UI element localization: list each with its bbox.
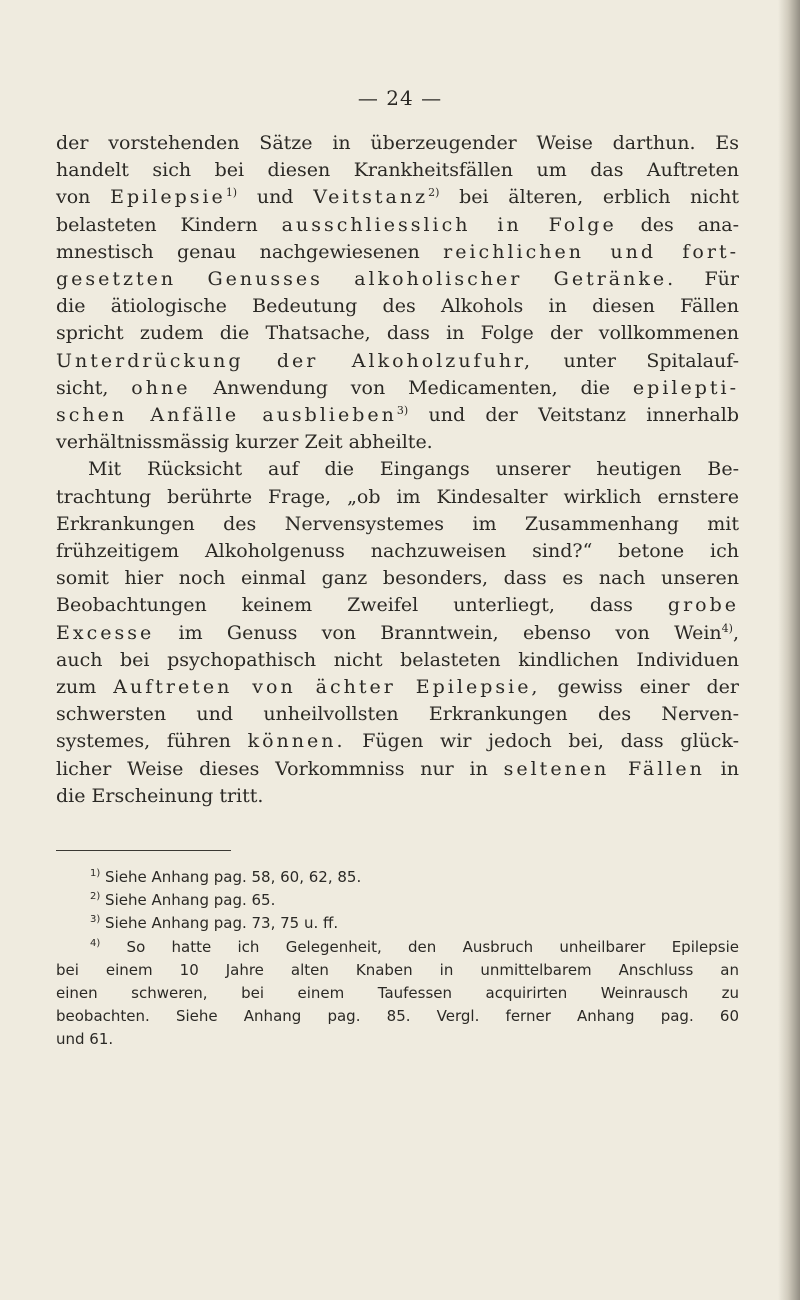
footnote-1: $^{1)}$ Siehe Anhang pag. 58, 60, 62, 85.: [90, 868, 362, 886]
text-line: somit hier noch einmal ganz besonders, dass es nach unseren: [56, 567, 739, 590]
footnote-4-line: beobachten. Siehe Anhang pag. 85. Vergl. ferner Anhang pag. 60: [56, 1007, 739, 1026]
text-line: Mit Rücksicht auf die Eingangs unserer heutigen Be-: [88, 458, 739, 481]
page-number: — 24 —: [357, 86, 443, 110]
footnote-ref: 3): [396, 404, 409, 418]
footnote-4-line: bei einem 10 Jahre alten Knaben in unmittelbarem Anschluss an: [56, 960, 739, 979]
text-line: die ätiologische Bedeutung des Alkohols in diesen Fällen: [56, 295, 739, 318]
text-line: Erkrankungen des Nervensystemes im Zusammenhang mit: [56, 512, 739, 535]
footnote-ref: 1): [225, 186, 238, 200]
text-line: schwersten und unheilvollsten Erkrankungen des Nerven-: [56, 703, 739, 726]
text-line: Beobachtungen keinem Zweifel unterliegt, dass grobe: [56, 594, 739, 617]
text-line: belasteten Kindern ausschliesslich in Folge des ana-: [56, 213, 740, 236]
text-line: trachtung berührte Frage, „ob im Kindesalter wirklich ernstere: [56, 485, 739, 508]
footnote-4: $^{4)}$ So hatte ich Gelegenheit, den Ausbruch unheilbarer Epilepsie: [90, 937, 739, 956]
footnote-divider: [56, 850, 231, 851]
footnote-ref: 4): [721, 621, 733, 635]
text-line: Unterdrückung der Alkoholzufuhr, unter Spitalauf-: [56, 349, 739, 372]
body-text: [56, 130, 739, 810]
footnotes: [56, 866, 739, 1052]
text-line: die Erscheinung tritt.: [56, 784, 264, 807]
text-line: mnestisch genau nachgewiesenen reichlichen und fort-: [56, 240, 739, 263]
footnote-ref: 2): [428, 186, 440, 200]
text-line: der vorstehenden Sätze in überzeugender Weise darthun. Es: [56, 132, 739, 154]
text-line: auch bei psychopathisch nicht belasteten kindlichen Individuen: [56, 648, 739, 671]
text-line: von Epilepsie$^{1)}$ und Veitstanz$^{2)}$ bei älteren, erblich nicht: [56, 186, 739, 209]
text-line: sicht, ohne Anwendung von Medicamenten, die epilepti-: [56, 376, 740, 399]
page-edge-shadow: [778, 0, 800, 1300]
footnote-2: $^{2)}$ Siehe Anhang pag. 65.: [90, 891, 276, 910]
footnote-4-line: einen schweren, bei einem Taufessen acquirirten Weinrausch zu: [56, 984, 739, 1003]
text-line: Excesse im Genuss von Branntwein, ebenso von Wein$^{4)}$,: [56, 621, 739, 644]
text-line: verhältnissmässig kurzer Zeit abheilte.: [56, 431, 433, 454]
text-line: gesetzten Genusses alkoholischer Getränke. Für: [56, 268, 739, 291]
text-line: zum Auftreten von ächter Epilepsie, gewiss einer der: [56, 676, 740, 699]
footnote-4-line: und 61.: [56, 1030, 114, 1049]
text-line: licher Weise dieses Vorkommniss nur in seltenen Fällen in: [56, 757, 739, 780]
text-line: frühzeitigem Alkoholgenuss nachzuweisen sind?“ betone ich: [56, 540, 739, 563]
text-line: spricht zudem die Thatsache, dass in Folge der vollkommenen: [56, 322, 739, 345]
text-line: handelt sich bei diesen Krankheitsfällen um das Auftreten: [56, 159, 739, 182]
text-line: schen Anfälle ausblieben$^{3)}$ und der Veitstanz innerhalb: [56, 404, 739, 427]
text-line: systemes, führen können. Fügen wir jedoch bei, dass glück-: [56, 730, 739, 753]
footnote-3: $^{3)}$ Siehe Anhang pag. 73, 75 u. ff.: [90, 914, 339, 933]
